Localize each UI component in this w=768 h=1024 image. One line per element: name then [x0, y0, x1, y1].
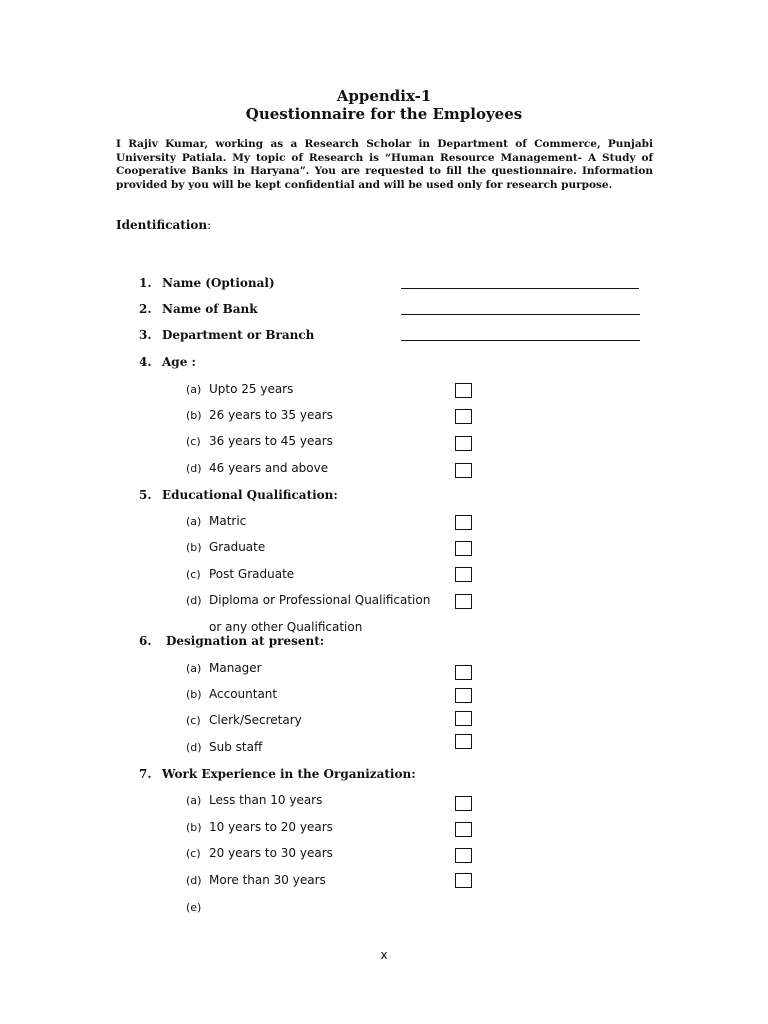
q7-option-text: 10 years to 20 years: [209, 820, 333, 834]
q5-option-letter: (a): [186, 515, 202, 528]
q5-option-letter: (b): [186, 541, 202, 554]
q4-option-letter: (a): [186, 383, 202, 396]
designation-checkbox[interactable]: [455, 688, 472, 703]
q4-option-letter: (b): [186, 409, 202, 422]
age-checkbox[interactable]: [455, 409, 472, 424]
q5-option-continuation: or any other Qualification: [209, 620, 363, 634]
q1-label: Name (Optional): [162, 276, 275, 290]
q7-option-text: Less than 10 years: [209, 793, 323, 807]
q7-option-letter: (d): [186, 874, 202, 887]
q7-number: 7.: [139, 767, 152, 781]
appendix-heading: Appendix-1: [336, 87, 432, 105]
q4-label: Age :: [162, 355, 196, 369]
q5-option-text: Graduate: [209, 540, 266, 554]
q5-option-letter: (c): [186, 568, 201, 581]
q3-number: 3.: [139, 328, 152, 342]
q7-option-letter: (e): [186, 901, 202, 914]
q6-option-text: Manager: [209, 661, 262, 675]
bank-input-line[interactable]: [401, 314, 640, 315]
experience-checkbox[interactable]: [455, 873, 472, 888]
q6-option-letter: (d): [186, 741, 202, 754]
q5-label: Educational Qualification:: [162, 488, 338, 502]
age-checkbox[interactable]: [455, 463, 472, 478]
q5-option-text: Matric: [209, 514, 247, 528]
intro-line: I Rajiv Kumar, working as a Research Scholar in Department of Commerce, Punjabi: [116, 138, 653, 150]
intro-line: University Patiala. My topic of Research is “Human Resource Management- A Study of: [116, 151, 653, 164]
q6-option-text: Clerk/Secretary: [209, 713, 302, 727]
name-input-line[interactable]: [401, 288, 639, 289]
q4-option-text: Upto 25 years: [209, 382, 294, 396]
q3-label: Department or Branch: [162, 328, 315, 342]
intro-line: Cooperative Banks in Haryana”. You are requested to fill the questionnaire. Information: [116, 165, 653, 177]
q4-option-text: 36 years to 45 years: [209, 434, 333, 448]
q5-option-text: Post Graduate: [209, 567, 295, 581]
identification-label: Identification: [116, 218, 208, 232]
q6-option-letter: (a): [186, 662, 202, 675]
q6-option-letter: (c): [186, 714, 201, 727]
q6-option-letter: (b): [186, 688, 202, 701]
designation-checkbox[interactable]: [455, 734, 472, 749]
q7-option-text: More than 30 years: [209, 873, 326, 887]
experience-checkbox[interactable]: [455, 796, 472, 811]
experience-checkbox[interactable]: [455, 848, 472, 863]
q7-option-text: 20 years to 30 years: [209, 846, 333, 860]
q4-option-text: 26 years to 35 years: [209, 408, 333, 422]
identification-heading: [116, 218, 211, 232]
age-checkbox[interactable]: [455, 383, 472, 398]
q6-option-text: Sub staff: [209, 740, 263, 754]
designation-checkbox[interactable]: [455, 711, 472, 726]
q4-option-text: 46 years and above: [209, 461, 329, 475]
qualification-checkbox[interactable]: [455, 567, 472, 582]
qualification-checkbox[interactable]: [455, 594, 472, 609]
q2-label: Name of Bank: [162, 302, 258, 316]
intro-paragraph: [116, 138, 653, 192]
q5-option-text: Diploma or Professional Qualification: [209, 593, 431, 607]
q6-label: Designation at present:: [166, 634, 325, 648]
qualification-checkbox[interactable]: [455, 515, 472, 530]
designation-checkbox[interactable]: [455, 665, 472, 680]
experience-checkbox[interactable]: [455, 822, 472, 837]
page-number: x: [380, 948, 388, 962]
q4-option-letter: (d): [186, 462, 202, 475]
q5-number: 5.: [139, 488, 152, 502]
q6-number: 6.: [139, 634, 152, 648]
intro-line: provided by you will be kept confidential and will be used only for research purpose.: [116, 178, 613, 191]
q6-option-text: Accountant: [209, 687, 278, 701]
q5-option-letter: (d): [186, 594, 202, 607]
q7-option-letter: (b): [186, 821, 202, 834]
department-input-line[interactable]: [401, 340, 640, 341]
page-title: Questionnaire for the Employees: [245, 105, 523, 123]
q7-option-letter: (c): [186, 847, 201, 860]
qualification-checkbox[interactable]: [455, 541, 472, 556]
q7-option-letter: (a): [186, 794, 202, 807]
q7-label: Work Experience in the Organization:: [162, 767, 416, 781]
q2-number: 2.: [139, 302, 152, 316]
identification-colon: :: [207, 218, 212, 232]
q1-number: 1.: [139, 276, 152, 290]
age-checkbox[interactable]: [455, 436, 472, 451]
q4-option-letter: (c): [186, 435, 201, 448]
q4-number: 4.: [139, 355, 152, 369]
